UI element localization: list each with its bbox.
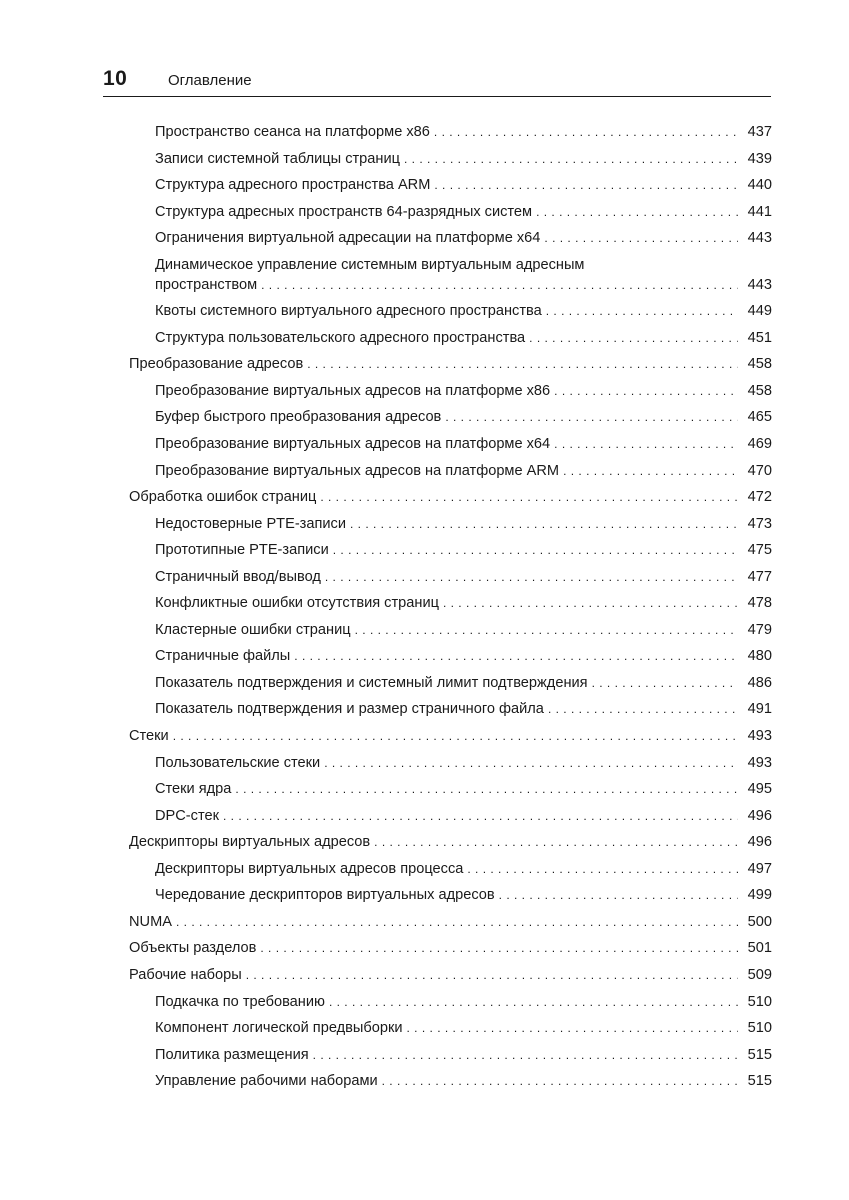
toc-entry-title: Страничные файлы: [155, 646, 294, 666]
toc-entry-title: Преобразование виртуальных адресов на платформе x86: [155, 381, 554, 401]
toc-entry-page: 496: [747, 807, 772, 824]
toc-entry-page: 478: [747, 595, 772, 612]
toc-entry[interactable]: [129, 149, 772, 169]
page-header: [103, 64, 771, 97]
dot-leader: [563, 461, 738, 481]
toc-entry[interactable]: [129, 726, 772, 746]
dot-leader: [434, 175, 738, 195]
toc-entry-title: Компонент логической предвыборки: [155, 1018, 407, 1038]
toc-entry[interactable]: [129, 381, 772, 401]
toc-entry-title: Обработка ошибок страниц: [129, 487, 320, 507]
toc-entry-page: 458: [747, 382, 772, 399]
toc-entry[interactable]: [129, 965, 772, 985]
toc-entry-title-line1: Динамическое управление системным виртуальным адресным: [155, 256, 585, 273]
toc-entry[interactable]: [129, 514, 772, 534]
toc-entry-page: 470: [747, 462, 772, 479]
toc-entry-title: Прототипные PTE-записи: [155, 540, 333, 560]
dot-leader: [546, 301, 738, 321]
toc-entry[interactable]: [129, 753, 772, 773]
toc-entry-page: 469: [747, 436, 772, 453]
dot-leader: [260, 938, 738, 958]
toc-entry[interactable]: [129, 938, 772, 958]
toc-entry-title: Стеки: [129, 726, 173, 746]
toc-entry-page: 499: [747, 887, 772, 904]
toc-entry-title: Управление рабочими наборами: [155, 1071, 382, 1091]
toc-entry[interactable]: [129, 859, 772, 879]
toc-entry-title: NUMA: [129, 912, 176, 932]
toc-entry[interactable]: [129, 175, 772, 195]
toc-entry[interactable]: [129, 487, 772, 507]
dot-leader: [235, 779, 738, 799]
toc-entry-title: Стеки ядра: [155, 779, 235, 799]
toc-entry-page: 443: [747, 276, 772, 293]
toc-entry-title: Кластерные ошибки страниц: [155, 620, 355, 640]
toc-entry-title: Квоты системного виртуального адресного пространства: [155, 301, 546, 321]
toc-entry[interactable]: [129, 328, 772, 348]
dot-leader: [548, 699, 738, 719]
toc-entry-page: 439: [747, 150, 772, 167]
toc-entry-title: Недостоверные PTE-записи: [155, 514, 350, 534]
dot-leader: [173, 726, 738, 746]
toc-entry-title: Преобразование виртуальных адресов на платформе ARM: [155, 461, 563, 481]
toc-entry[interactable]: [129, 673, 772, 693]
toc-entry[interactable]: [129, 832, 772, 852]
toc-entry-title: Политика размещения: [155, 1045, 313, 1065]
toc-entry-page: 496: [747, 834, 772, 851]
toc-entry-title: Рабочие наборы: [129, 965, 246, 985]
dot-leader: [554, 381, 738, 401]
toc-entry-page: 510: [747, 993, 772, 1010]
dot-leader: [313, 1045, 738, 1065]
toc-entry[interactable]: [129, 885, 772, 905]
toc-entry-page: 493: [747, 728, 772, 745]
toc-entry[interactable]: [129, 620, 772, 640]
toc-entry[interactable]: [129, 434, 772, 454]
toc-entry[interactable]: [129, 301, 772, 321]
toc-entry[interactable]: [129, 567, 772, 587]
toc-entry-title: Показатель подтверждения и размер страничного файла: [155, 699, 548, 719]
toc-entry-page: 458: [747, 356, 772, 373]
dot-leader: [434, 122, 738, 142]
toc-entry[interactable]: [129, 540, 772, 560]
dot-leader: [176, 912, 738, 932]
dot-leader: [294, 646, 738, 666]
toc-entry-page: 477: [747, 568, 772, 585]
dot-leader: [374, 832, 738, 852]
page-number: 10: [103, 67, 128, 90]
toc-entry-title: Ограничения виртуальной адресации на платформе x64: [155, 228, 544, 248]
toc-entry-title: Преобразование виртуальных адресов на платформе x64: [155, 434, 554, 454]
toc-entry-title: Объекты разделов: [129, 938, 260, 958]
toc-entry-page: 510: [747, 1020, 772, 1037]
toc-entry-title: Чередование дескрипторов виртуальных адресов: [155, 885, 499, 905]
toc-entry-page: 443: [747, 230, 772, 247]
toc-entry-title: Показатель подтверждения и системный лимит подтверждения: [155, 673, 592, 693]
toc-entry[interactable]: [129, 646, 772, 666]
toc-entry-title: Структура пользовательского адресного пространства: [155, 328, 529, 348]
toc-entry[interactable]: [129, 228, 772, 248]
toc-entry-page: 437: [747, 124, 772, 140]
toc-entry[interactable]: [129, 593, 772, 613]
toc-entry-title: Структура адресного пространства ARM: [155, 175, 434, 195]
toc-entry-page: 472: [747, 489, 772, 506]
toc-entry-page: 509: [747, 966, 772, 983]
toc-entry-page: 495: [747, 781, 772, 798]
toc-entry[interactable]: [129, 461, 772, 481]
dot-leader: [536, 202, 738, 222]
toc-entry-page: 451: [747, 329, 772, 346]
toc-entry-title: Пространство сеанса на платформе x86: [155, 122, 434, 142]
toc-entry[interactable]: [129, 354, 772, 374]
toc-entry-title: Дескрипторы виртуальных адресов: [129, 832, 374, 852]
toc-entry-page: 500: [747, 913, 772, 930]
toc-entry[interactable]: [129, 806, 772, 826]
dot-leader: [223, 806, 738, 826]
dot-leader: [467, 859, 738, 879]
toc-entry-page: 441: [747, 203, 772, 220]
dot-leader: [382, 1071, 738, 1091]
dot-leader: [246, 965, 738, 985]
toc-entry-page: 486: [747, 674, 772, 691]
toc-entry-page: 473: [747, 515, 772, 532]
running-title: Оглавление: [168, 72, 252, 89]
toc-entry-title: Конфликтные ошибки отсутствия страниц: [155, 593, 443, 613]
dot-leader: [443, 593, 738, 613]
toc-entry-page: 497: [747, 860, 772, 877]
dot-leader: [404, 149, 738, 169]
dot-leader: [355, 620, 738, 640]
toc-entry-page: 515: [747, 1046, 772, 1063]
toc-entry-page: 515: [747, 1073, 772, 1090]
toc-entry-page: 449: [747, 303, 772, 320]
dot-leader: [333, 540, 738, 560]
toc-entry-page: 501: [747, 940, 772, 957]
toc-entry-title: DPC-стек: [155, 806, 223, 826]
toc-entry[interactable]: [129, 122, 772, 142]
toc-entry-page: 475: [747, 542, 772, 559]
toc-entry-title: Подкачка по требованию: [155, 992, 329, 1012]
toc-entry-title: Структура адресных пространств 64-разрядных систем: [155, 202, 536, 222]
toc-entry[interactable]: [129, 1071, 772, 1091]
toc-entry-page: 440: [747, 177, 772, 194]
dot-leader: [320, 487, 738, 507]
toc-entry-title: Записи системной таблицы страниц: [155, 149, 404, 169]
dot-leader: [554, 434, 738, 454]
toc-entry[interactable]: [129, 255, 772, 295]
dot-leader: [307, 354, 738, 374]
table-of-contents: [129, 122, 772, 1098]
toc-entry-title: Буфер быстрого преобразования адресов: [155, 407, 445, 427]
toc-entry[interactable]: [129, 779, 772, 799]
toc-entry-title: Пользовательские стеки: [155, 753, 324, 773]
toc-entry-title: Дескрипторы виртуальных адресов процесса: [155, 859, 467, 879]
toc-entry-page: 479: [747, 621, 772, 638]
dot-leader: [529, 328, 738, 348]
toc-entry-page: 493: [747, 754, 772, 771]
toc-entry[interactable]: [129, 202, 772, 222]
dot-leader: [592, 673, 738, 693]
dot-leader: [329, 992, 738, 1012]
toc-entry[interactable]: [129, 912, 772, 932]
toc-entry-title: Преобразование адресов: [129, 354, 307, 374]
dot-leader: [261, 275, 738, 295]
dot-leader: [544, 228, 738, 248]
dot-leader: [350, 514, 738, 534]
toc-entry[interactable]: [129, 407, 772, 427]
toc-entry-page: 491: [747, 701, 772, 718]
toc-entry-title: Страничный ввод/вывод: [155, 567, 325, 587]
toc-entry-title: пространством: [155, 275, 261, 295]
dot-leader: [325, 567, 738, 587]
dot-leader: [445, 407, 738, 427]
toc-entry[interactable]: [129, 992, 772, 1012]
dot-leader: [407, 1018, 738, 1038]
toc-entry[interactable]: [129, 1018, 772, 1038]
dot-leader: [499, 885, 738, 905]
toc-entry[interactable]: [129, 1045, 772, 1065]
toc-entry-page: 465: [747, 409, 772, 426]
toc-entry[interactable]: [129, 699, 772, 719]
toc-entry-page: 480: [747, 648, 772, 665]
dot-leader: [324, 753, 738, 773]
